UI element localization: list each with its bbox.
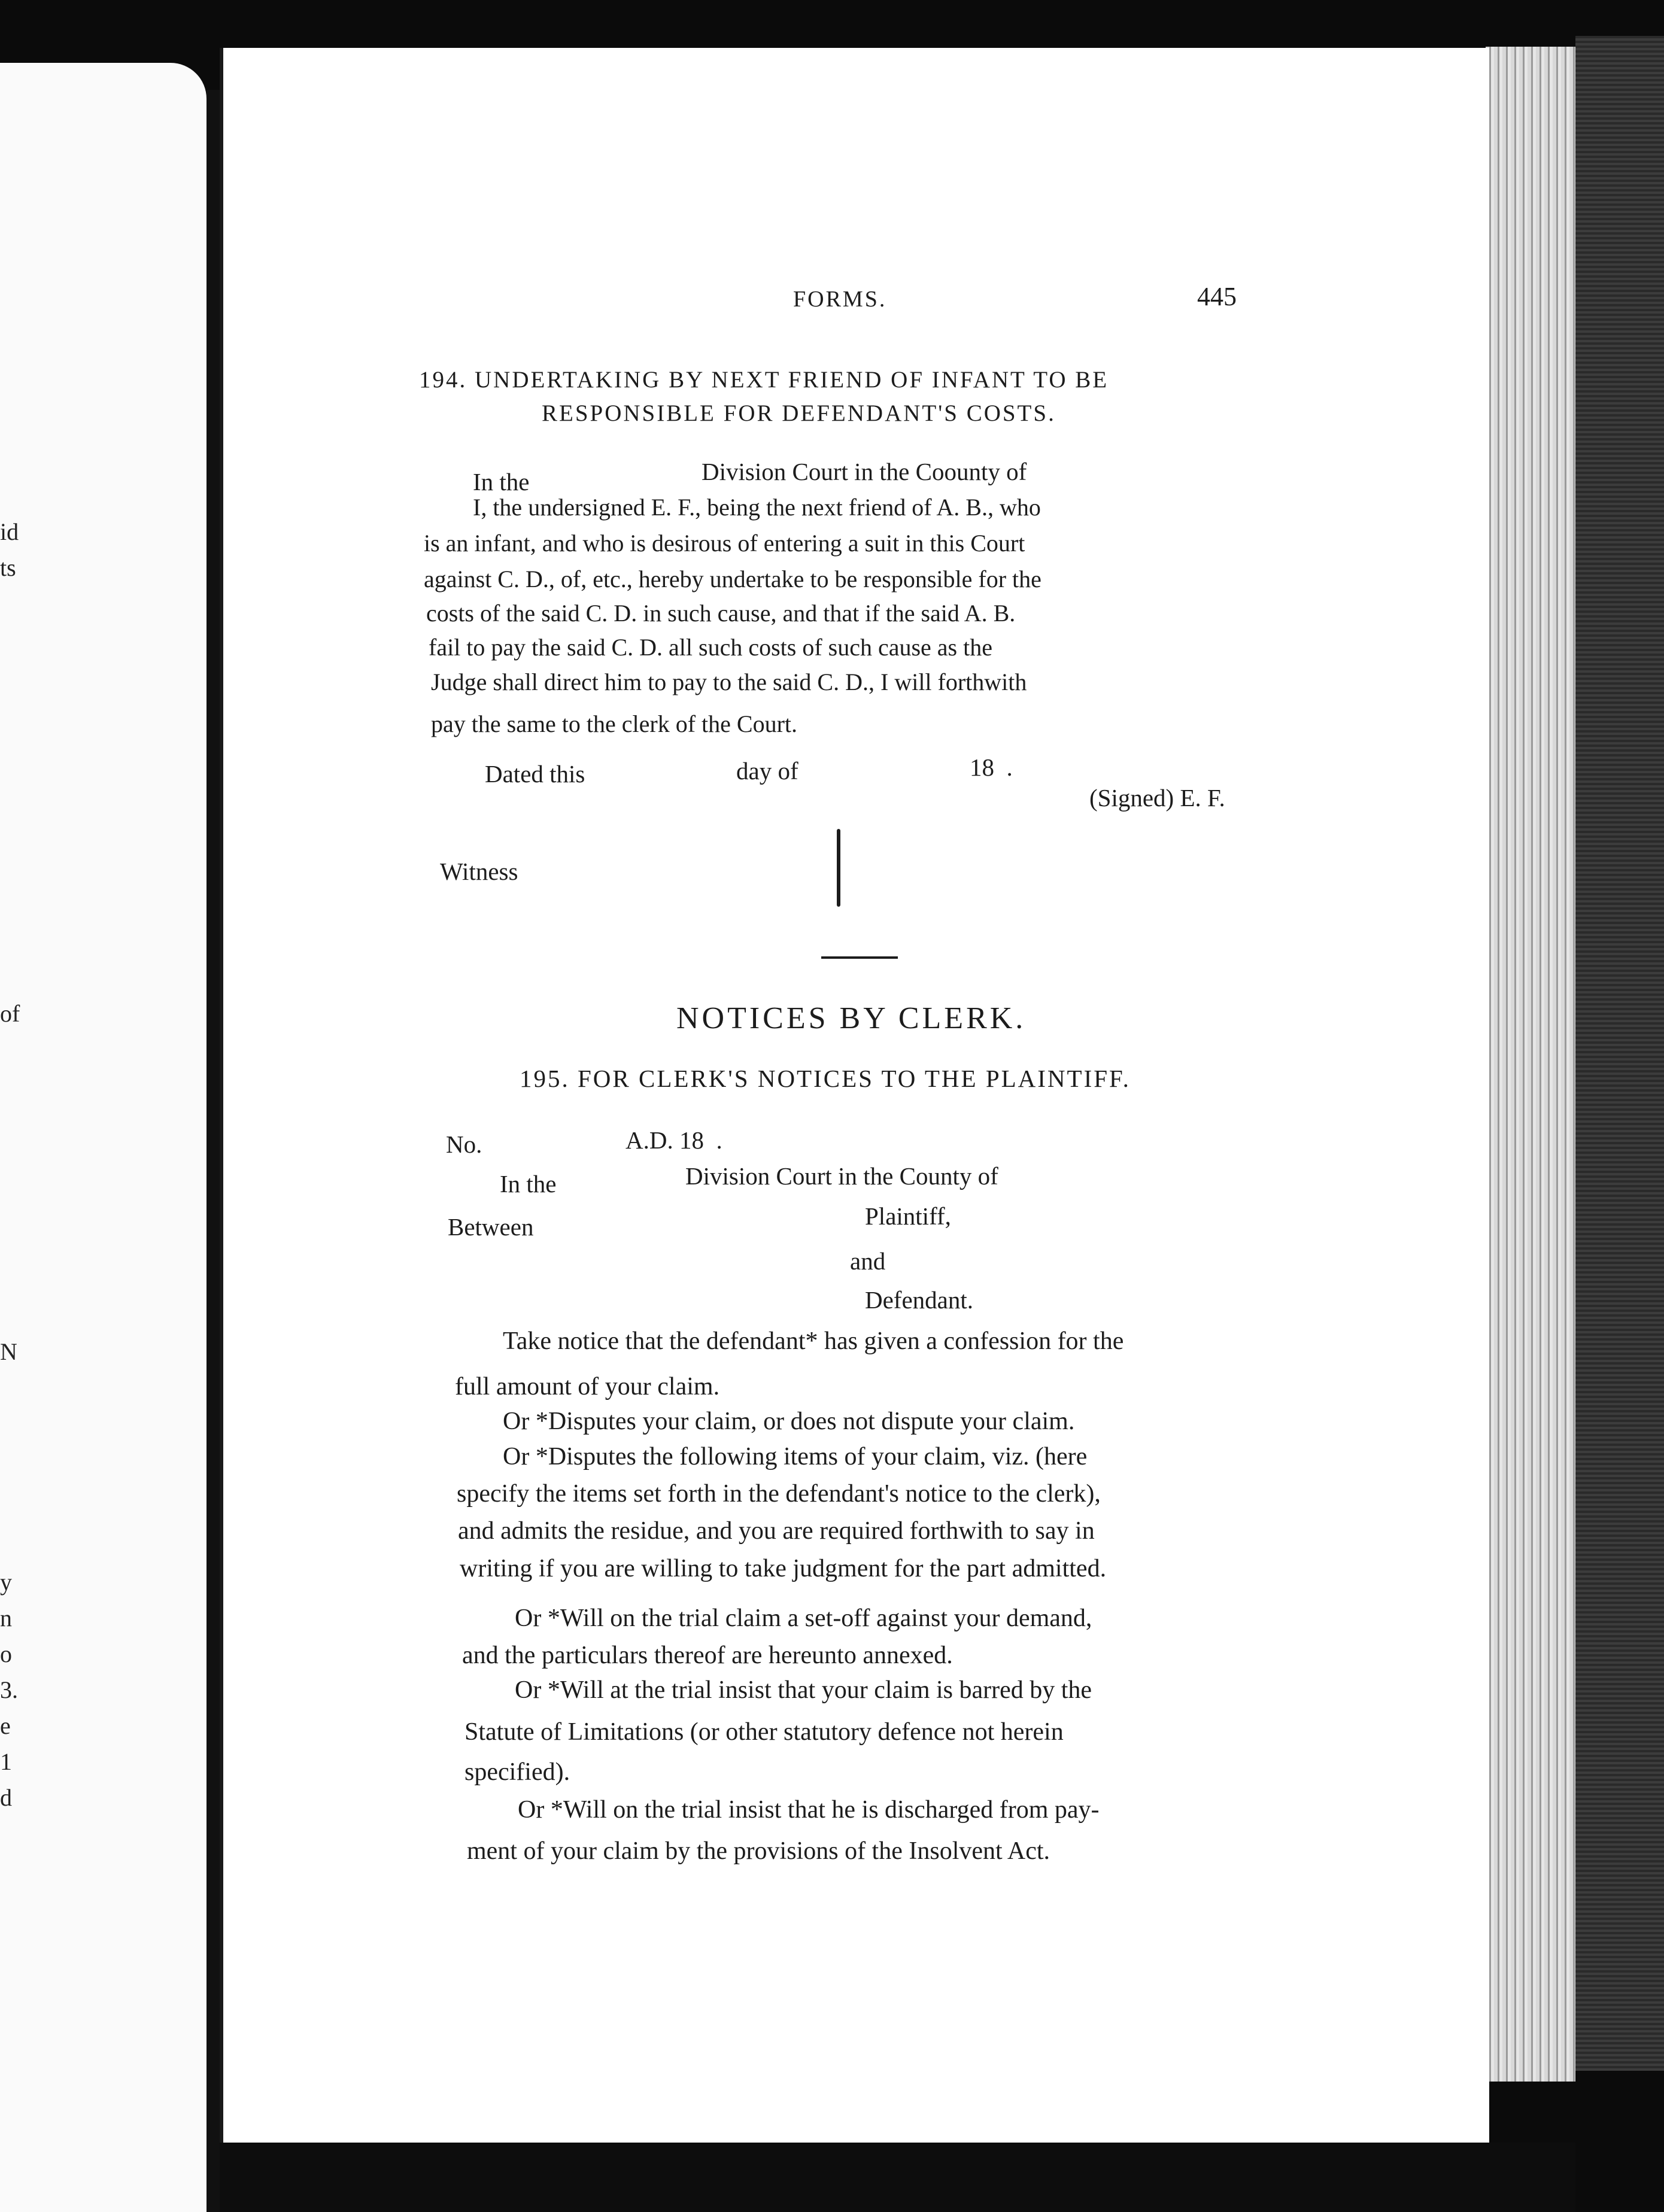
form-194-body-line: I, the undersigned E. F., being the next friend of A. B., who (473, 494, 1041, 521)
notice-paragraph-line: Or *Disputes your claim, or does not dispute your claim. (503, 1408, 1075, 1435)
day-of: day of (736, 757, 798, 785)
left-fragment: n (0, 1605, 12, 1631)
notice-paragraph-line: and the particulars thereof are hereunto annexed. (462, 1642, 953, 1669)
witness-brace (837, 829, 840, 907)
notice-plaintiff: Plaintiff, (865, 1202, 951, 1230)
notice-paragraph-line: writing if you are willing to take judgment for the part admitted. (460, 1555, 1107, 1582)
notice-paragraph-line: Statute of Limitations (or other statutory defence not herein (464, 1718, 1064, 1746)
left-fragment: 3. (0, 1676, 18, 1703)
form-194-body-line: against C. D., of, etc., hereby undertake to be responsible for the (424, 566, 1041, 592)
book-gutter (207, 90, 220, 2212)
left-fragment: id (0, 518, 19, 545)
notice-paragraph-line: and admits the residue, and you are required forthwith to say in (458, 1517, 1095, 1545)
bottom-shadow (220, 2143, 1575, 2212)
notice-paragraph-line: full amount of your claim. (455, 1373, 720, 1400)
court-line-left: In the (473, 468, 530, 496)
notice-paragraph-line: Or *Will on the trial insist that he is discharged from pay- (518, 1796, 1100, 1824)
notices-title: NOTICES BY CLERK. (676, 1001, 1027, 1035)
running-title: FORMS. (793, 287, 887, 312)
form-194-heading-line1: 194. UNDERTAKING BY NEXT FRIEND OF INFANT TO BE (419, 367, 1109, 393)
notice-paragraph-line: specified). (464, 1758, 570, 1786)
notice-ad: A.D. 18 . (625, 1126, 722, 1154)
book-cover (1575, 36, 1664, 2071)
page-number: 445 (1197, 282, 1237, 311)
notice-between: Between (448, 1213, 534, 1241)
signed-ef: (Signed) E. F. (1089, 784, 1225, 812)
notice-paragraph-line: Or *Will at the trial insist that your claim is barred by the (515, 1676, 1092, 1704)
left-fragment: d (0, 1784, 12, 1811)
left-fragment: 1 (0, 1748, 12, 1775)
notice-paragraph-line: specify the items set forth in the defendant's notice to the clerk), (457, 1480, 1101, 1508)
court-line-right: Division Court in the Coounty of (702, 458, 1027, 485)
notice-and: and (850, 1247, 886, 1275)
notice-defendant: Defendant. (865, 1286, 973, 1314)
left-fragment: e (0, 1712, 11, 1739)
witness: Witness (440, 858, 518, 885)
form-194-body-line: Judge shall direct him to pay to the said C. D., I will forthwith (431, 669, 1027, 695)
notice-paragraph-line: Or *Will on the trial claim a set-off against your demand, (515, 1605, 1092, 1632)
form-194-body-line: fail to pay the said C. D. all such costs of such cause as the (429, 634, 992, 661)
section-divider (821, 956, 898, 959)
notice-paragraph-line: ment of your claim by the provisions of the Insolvent Act. (467, 1837, 1050, 1865)
left-facing-page (0, 63, 207, 2212)
left-fragment: o (0, 1640, 12, 1667)
form-194-heading-line2: RESPONSIBLE FOR DEFENDANT'S COSTS. (542, 400, 1056, 426)
left-fragment: y (0, 1569, 12, 1596)
page-block-edges (1486, 47, 1575, 2082)
document-page (220, 48, 1489, 2143)
notice-paragraph-line: Or *Disputes the following items of your claim, viz. (here (503, 1443, 1088, 1470)
dated-this: Dated this (485, 760, 585, 788)
form-195-heading: 195. FOR CLERK'S NOTICES TO THE PLAINTIFF. (520, 1065, 1131, 1092)
notice-no: No. (446, 1131, 482, 1158)
left-fragment: N (0, 1338, 17, 1365)
form-194-body-line: pay the same to the clerk of the Court. (431, 710, 798, 737)
notice-division-court: Division Court in the County of (685, 1162, 998, 1190)
left-fragment: of (0, 1000, 20, 1027)
year: 18 . (970, 753, 1013, 781)
form-194-body-line: costs of the said C. D. in such cause, and that if the said A. B. (426, 600, 1016, 627)
left-fragment: ts (0, 554, 16, 581)
notice-in-the: In the (500, 1170, 557, 1198)
form-194-body-line: is an infant, and who is desirous of entering a suit in this Court (424, 530, 1025, 557)
notice-paragraph-line: Take notice that the defendant* has given a confession for the (503, 1327, 1124, 1355)
